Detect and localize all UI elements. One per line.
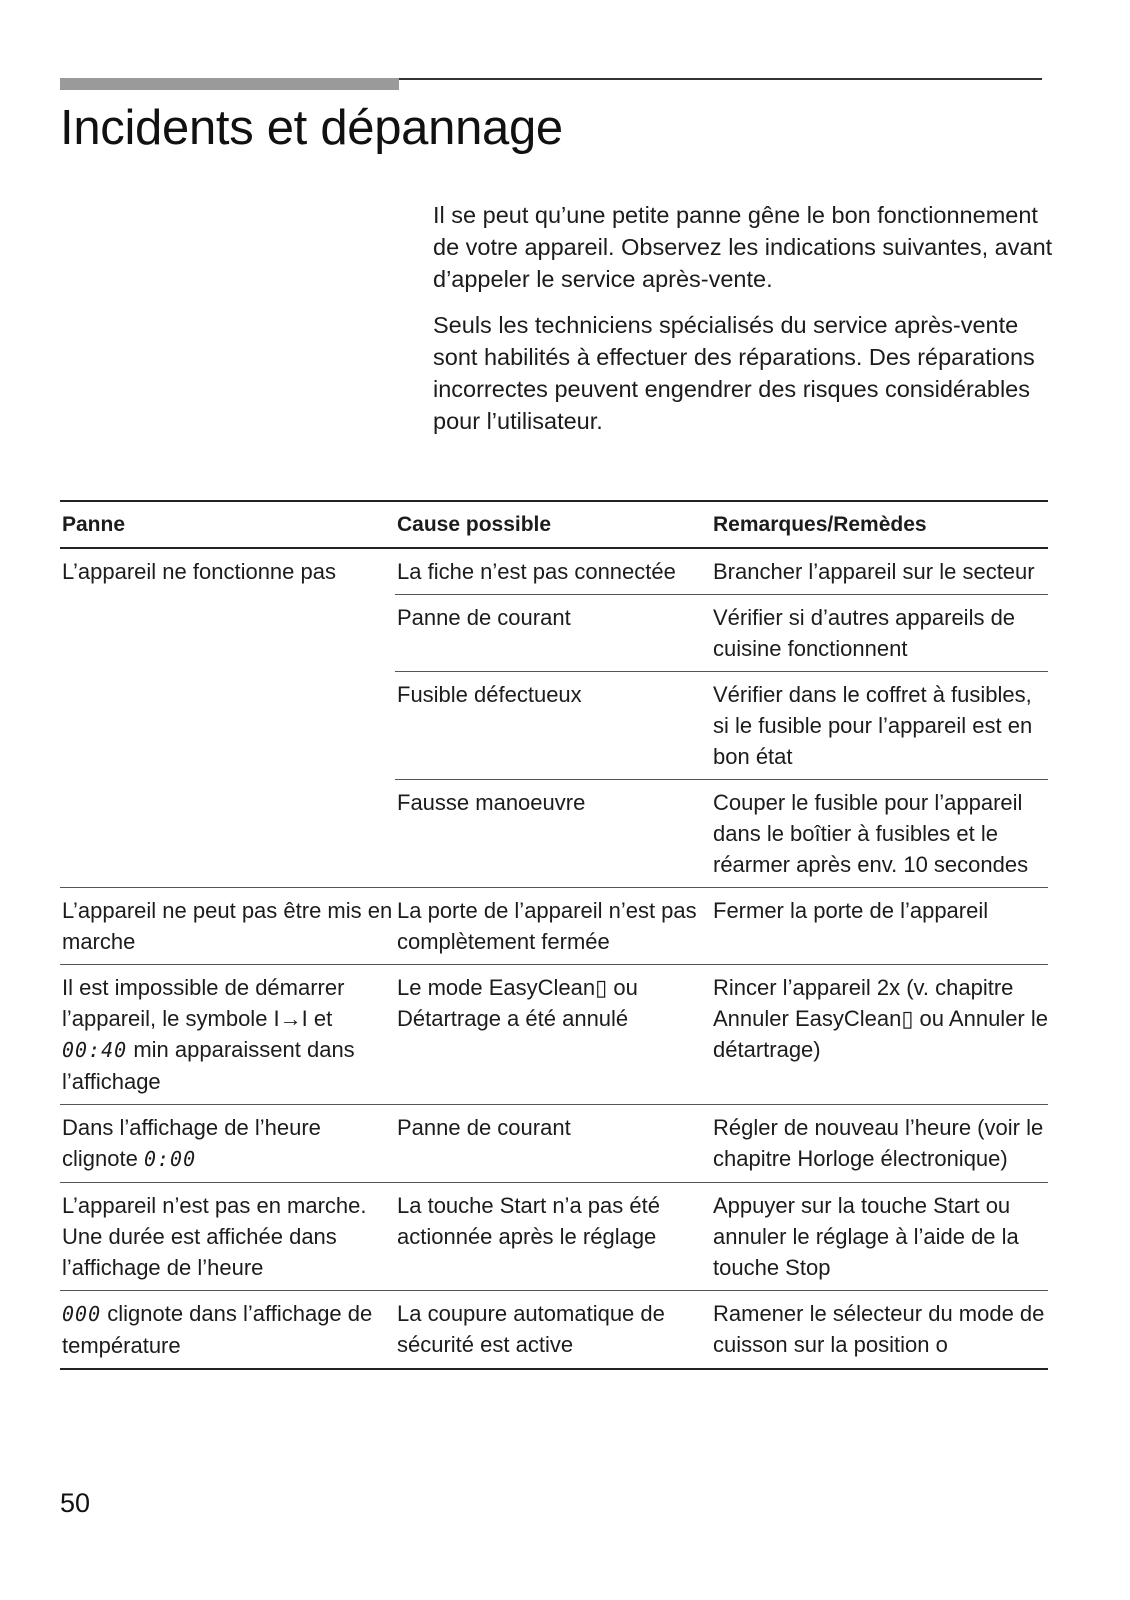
page-number: 50 — [60, 1488, 91, 1518]
cause-cell: La fiche n’est pas connectée — [395, 548, 711, 595]
cause-cell: La touche Start n’a pas été actionnée après le réglage — [395, 1183, 711, 1291]
display-readout: 0:00 — [143, 1147, 197, 1171]
remedy-cell: Couper le fusible pour l’appareil dans le boîtier à fusibles et le réarmer après env. 10 secondes — [711, 780, 1048, 888]
table-row — [60, 548, 1048, 595]
remedy-cell — [711, 1291, 1048, 1370]
remedy-cell: Brancher l’appareil sur le secteur — [711, 548, 1048, 595]
cause-cell: La coupure automatique de sécurité est active — [395, 1291, 711, 1370]
off-position-icon: o — [935, 1332, 948, 1357]
panne-text: Dans l’affichage de l’heure clignote — [62, 1115, 321, 1171]
display-readout: 00:40 — [62, 1038, 128, 1062]
panne-cell — [60, 1105, 395, 1183]
table-row — [60, 965, 1048, 1105]
panne-cell — [60, 1291, 395, 1370]
panne-text: clignote dans l’affichage de température — [62, 1301, 373, 1358]
remedy-cell: Vérifier dans le coffret à fusibles, si le fusible pour l’appareil est en bon état — [711, 672, 1048, 780]
panne-text: et — [307, 1006, 333, 1031]
cause-cell: Le mode EasyClean▯ ou Détartrage a été annulé — [395, 965, 711, 1105]
table-row — [60, 1183, 1048, 1291]
troubleshooting-table — [60, 500, 1048, 1370]
panne-cell: L’appareil ne peut pas être mis en marche — [60, 888, 395, 965]
cause-cell: Fausse manoeuvre — [395, 780, 711, 888]
intro-paragraph-1: Il se peut qu’une petite panne gêne le bon fonctionnement de votre appareil. Observez les indications suivantes, avant d’appeler le service après-vente. — [433, 202, 1053, 292]
panne-cell — [60, 965, 395, 1105]
cause-cell: La porte de l’appareil n’est pas complètement fermée — [395, 888, 711, 965]
panne-text: min apparaissent dans l’affichage — [62, 1037, 355, 1094]
remedy-text: Ramener le sélecteur du mode de cuisson sur la position — [713, 1301, 1045, 1357]
table-header-row — [60, 501, 1048, 548]
cause-cell: Panne de courant — [395, 1105, 711, 1183]
panne-cell: L’appareil n’est pas en marche. Une durée est affichée dans l’affichage de l’heure — [60, 1183, 395, 1291]
table-row — [60, 1291, 1048, 1370]
header-accent-bar — [60, 78, 399, 90]
cause-cell: Panne de courant — [395, 595, 711, 672]
col-header-panne: Panne — [60, 501, 395, 548]
remedy-cell: Fermer la porte de l’appareil — [711, 888, 1048, 965]
remedy-cell: Rincer l’appareil 2x (v. chapitre Annuler EasyClean▯ ou Annuler le détartrage) — [711, 965, 1048, 1105]
intro-paragraph-2: Seuls les techniciens spécialisés du service après-vente sont habilités à effectuer des réparations. Des réparations incorrectes peuvent engendrer des risques considérables pour l’utilisateur. — [433, 312, 1035, 434]
remedy-cell: Régler de nouveau l’heure (voir le chapitre Horloge électronique) — [711, 1105, 1048, 1183]
panne-text: Il est impossible de démarrer l’appareil, le symbole — [62, 975, 345, 1031]
table-row — [60, 888, 1048, 965]
page-title: Incidents et dépannage — [60, 101, 563, 155]
cause-cell: Fusible défectueux — [395, 672, 711, 780]
skip-to-end-icon: I→I — [273, 1006, 308, 1031]
display-readout: 000 — [62, 1302, 102, 1326]
intro-text — [433, 199, 1053, 451]
remedy-cell: Appuyer sur la touche Start ou annuler le réglage à l’aide de la touche Stop — [711, 1183, 1048, 1291]
table-row — [60, 1105, 1048, 1183]
col-header-remedies: Remarques/Remèdes — [711, 501, 1048, 548]
remedy-cell: Vérifier si d’autres appareils de cuisine fonctionnent — [711, 595, 1048, 672]
panne-cell: L’appareil ne fonctionne pas — [60, 548, 395, 888]
col-header-cause: Cause possible — [395, 501, 711, 548]
